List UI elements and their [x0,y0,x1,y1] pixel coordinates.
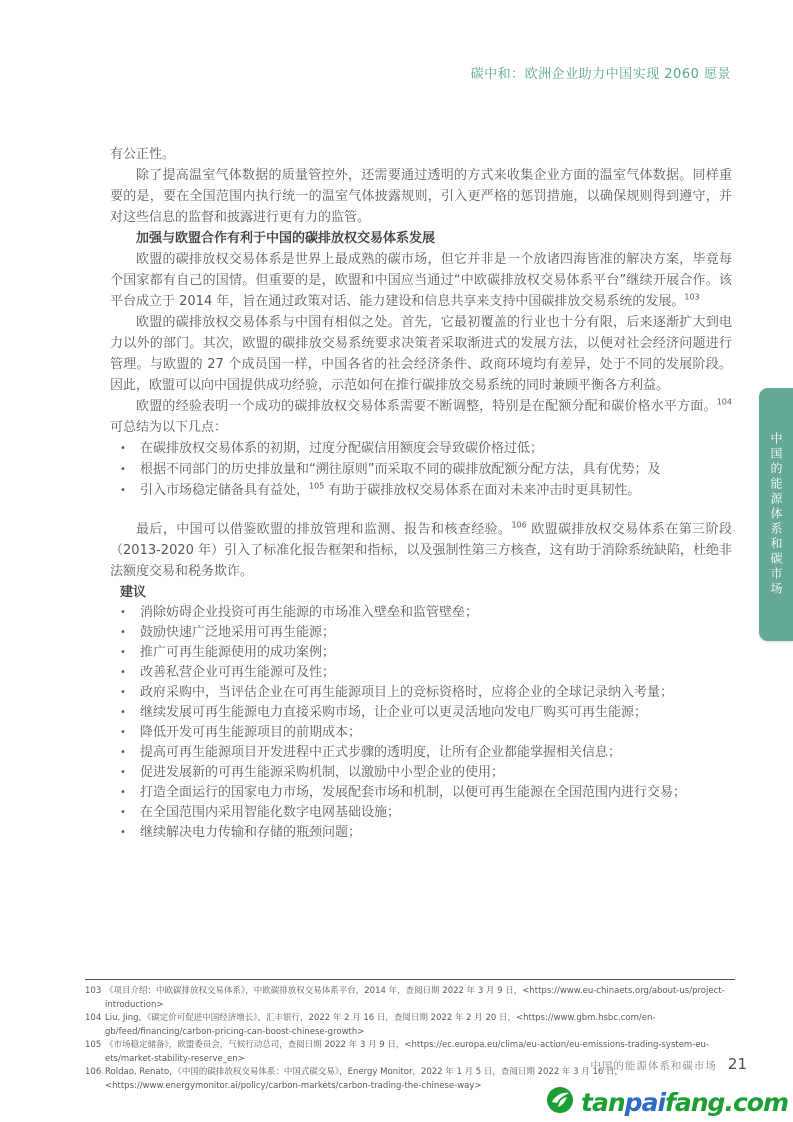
footer-section-title: 中国的能源体系和碳市场 [590,1060,717,1072]
list-item-text: 在全国范围内采用智能化数字电网基础设施； [140,805,401,820]
footnote-number: 104 [85,1013,102,1023]
paragraph-text: 可总结为以下几点： [110,420,228,435]
list-item-text: 提高可再生能源项目开发进程中正式步骤的透明度，让所有企业都能掌握相关信息； [140,745,622,760]
bullet-icon: • [120,727,126,738]
list-item [120,823,732,843]
paragraph-eu-ets-platform [110,249,732,312]
list-item [120,763,732,783]
list-item [120,783,732,803]
list-item [120,803,732,823]
bullet-icon: • [120,687,126,698]
list-item-text: 继续解决电力传输和存储的瓶颈问题； [140,825,362,840]
ets-points-list [110,438,732,501]
section-heading-eu-cooperation: 加强与欧盟合作有利于中国的碳排放权交易体系发展 [136,231,436,246]
paragraph-text: 欧盟的经验表明一个成功的碳排放权交易体系需要不断调整，特别是在配额分配和碳价格水平方面。 [136,399,717,414]
list-item [120,438,732,459]
paragraph-eu-experience [110,396,732,438]
running-header: 碳中和：欧洲企业助力中国实现 2060 愿景 [470,67,731,82]
list-item-text: 降低开发可再生能源项目的前期成本； [140,725,362,740]
footnote-ref-106: 106 [511,520,527,530]
paragraph-text: 最后，中国可以借鉴欧盟的排放管理和监测、报告和核查经验。 [136,522,512,537]
section-side-tab [759,388,793,641]
bullet-icon: • [120,707,126,718]
page-footer [590,1055,747,1073]
footnote-text: Roldao, Renato，《中国的碳排放权交易体系：中国式碳交易》，Energy Monitor，2022 年 1 月 5 日，查阅日期 2022 年 3 月 16 日，<https://www.energymonitor.ai/policy/carbon-markets/carbon-trading-the-chinese-way> [105,1067,623,1091]
bullet-icon: • [120,787,126,798]
bullet-icon: • [120,667,126,678]
side-tab-label: 中国的能源体系和碳市场 [769,432,783,597]
paragraph-mrv-experience [110,519,732,582]
logo-text-part: pai [624,1087,666,1117]
bullet-icon: • [120,647,126,658]
list-item [120,703,732,723]
footnote-number: 106 [85,1067,102,1077]
list-item [120,480,732,501]
footnote-text: 《项目介绍：中欧碳排放权交易体系》，中欧碳排放权交易体系平台，2014 年，查阅日期 2022 年 3 月 9 日，<https://www.eu-chinaets.org/about-us/project-introduction> [105,986,725,1010]
footnote-number: 103 [85,986,102,996]
paragraph-continuation: 有公正性。 [110,147,176,162]
logo-text-part: tan [581,1087,625,1117]
list-item-text: 引入市场稳定储备具有益处， [140,483,310,498]
list-item-text: 促进发展新的可再生能源采购机制，以激励中小型企业的使用； [140,765,505,780]
list-item [120,743,732,763]
footnote-ref-103: 103 [684,292,700,302]
list-item-text: 有助于碳排放权交易体系在面对未来冲击时更具韧性。 [324,483,641,498]
bullet-icon: • [120,464,126,475]
bullet-icon: • [120,747,126,758]
list-item-text: 继续发展可再生能源电力直接采购市场，让企业可以更灵活地向发电厂购买可再生能源； [140,705,648,720]
bullet-icon: • [120,485,126,496]
bullet-icon: • [120,627,126,638]
footnote-ref-104: 104 [716,397,732,407]
list-item [120,683,732,703]
footnote-text: 《市场稳定储备》，欧盟委员会，气候行动总司，查阅日期 2022 年 3 月 9 日，<https://ec.europa.eu/clima/eu-action/eu-emissions-trading-system-eu-ets/market-stability-reserve_en> [105,1040,709,1064]
list-item-text: 根据不同部门的历史排放量和“溯往原则”而采取不同的碳排放配额分配方法，具有优势；及 [140,462,661,477]
section-heading-recommendations: 建议 [120,585,147,600]
list-item [120,459,732,480]
bullet-icon: • [120,767,126,778]
list-item [120,723,732,743]
tanpaifang-logo-icon [546,1086,574,1118]
paragraph-text: 欧盟碳排放权交易体系在第三阶段（2013-2020 年）引入了标准化报告框架和指标，以及强制性第三方核查，这有助于消除系统缺陷，杜绝非法额度交易和税务欺诈。 [110,522,732,579]
page-number: 21 [727,1055,747,1073]
paragraph-text: 欧盟的碳排放权交易体系是世界上最成熟的碳市场，但它并非是一个放诸四海皆准的解决方案，毕竟每个国家都有自己的国情。但重要的是，欧盟和中国应当通过“中欧碳排放权交易体系平台”继续开展合作。该平台成立于 2014 年，旨在通过政策对话、能力建设和信息共享来支持中国碳排放交易系统的发展。 [110,252,732,309]
tanpaifang-logo-text [581,1088,788,1117]
logo-text-part: fang.com [665,1087,788,1117]
footnote-ref-105: 105 [309,481,325,491]
list-item-text: 推广可再生能源使用的成功案例； [140,645,336,660]
bullet-icon: • [120,807,126,818]
list-item-text: 打造全面运行的国家电力市场，发展配套市场和机制，以便可再生能源在全国范围内进行交易； [140,785,687,800]
list-item-text: 改善私营企业可再生能源可及性； [140,665,336,680]
list-item-text: 消除妨碍企业投资可再生能源的市场准入壁垒和监管壁垒； [140,605,479,620]
footnote-text: Liu, Jing，《碳定价可促进中国经济增长》，汇丰银行，2022 年 2 月 16 日，查阅日期 2022 年 2 月 20 日，<https://www.gbm.hsbc.com/en-gb/feed/financing/carbon-pricing-can-boost-chinese-growth> [105,1013,656,1037]
main-text-column [110,144,732,843]
footnote-103 [85,985,735,1012]
list-item-text: 政府采购中，当评估企业在可再生能源项目上的竞标资格时，应将企业的全球记录纳入考量； [140,685,674,700]
bullet-icon: • [120,827,126,838]
list-item-text: 在碳排放权交易体系的初期，过度分配碳信用额度会导致碳价格过低； [140,441,544,456]
footnote-104 [85,1012,735,1039]
bullet-icon: • [120,443,126,454]
bullet-icon: • [120,607,126,618]
list-item [120,603,732,623]
list-item [120,623,732,643]
list-item [120,663,732,683]
list-item-text: 鼓励快速广泛地采用可再生能源； [140,625,336,640]
paragraph-eu-china-similarity: 欧盟的碳排放权交易体系与中国有相似之处。首先，它最初覆盖的行业也十分有限，后来逐渐扩大到电力以外的部门。其次，欧盟的碳排放交易系统要求决策者采取渐进式的发展方法，以便对社会经济问题进行管理。与欧盟的 27 个成员国一样，中国各省的社会经济条件、政商环境均有差异，处于不同的发展阶段。因此，欧盟可以向中国提供成功经验，示范如何在推行碳排放交易系统的同时兼顾平衡各方利益。 [110,315,732,393]
recommendations-list [110,603,732,843]
footnote-number: 105 [85,1040,102,1050]
paragraph-ghg-data: 除了提高温室气体数据的质量管控外，还需要通过透明的方式来收集企业方面的温室气体数据。同样重要的是，要在全国范围内执行统一的温室气体披露规则，引入更严格的惩罚措施，以确保规则得到遵守，并对这些信息的监督和披露进行更有力的监管。 [110,168,732,225]
tanpaifang-watermark [546,1086,788,1118]
footnotes-block [85,979,735,1093]
list-item [120,643,732,663]
